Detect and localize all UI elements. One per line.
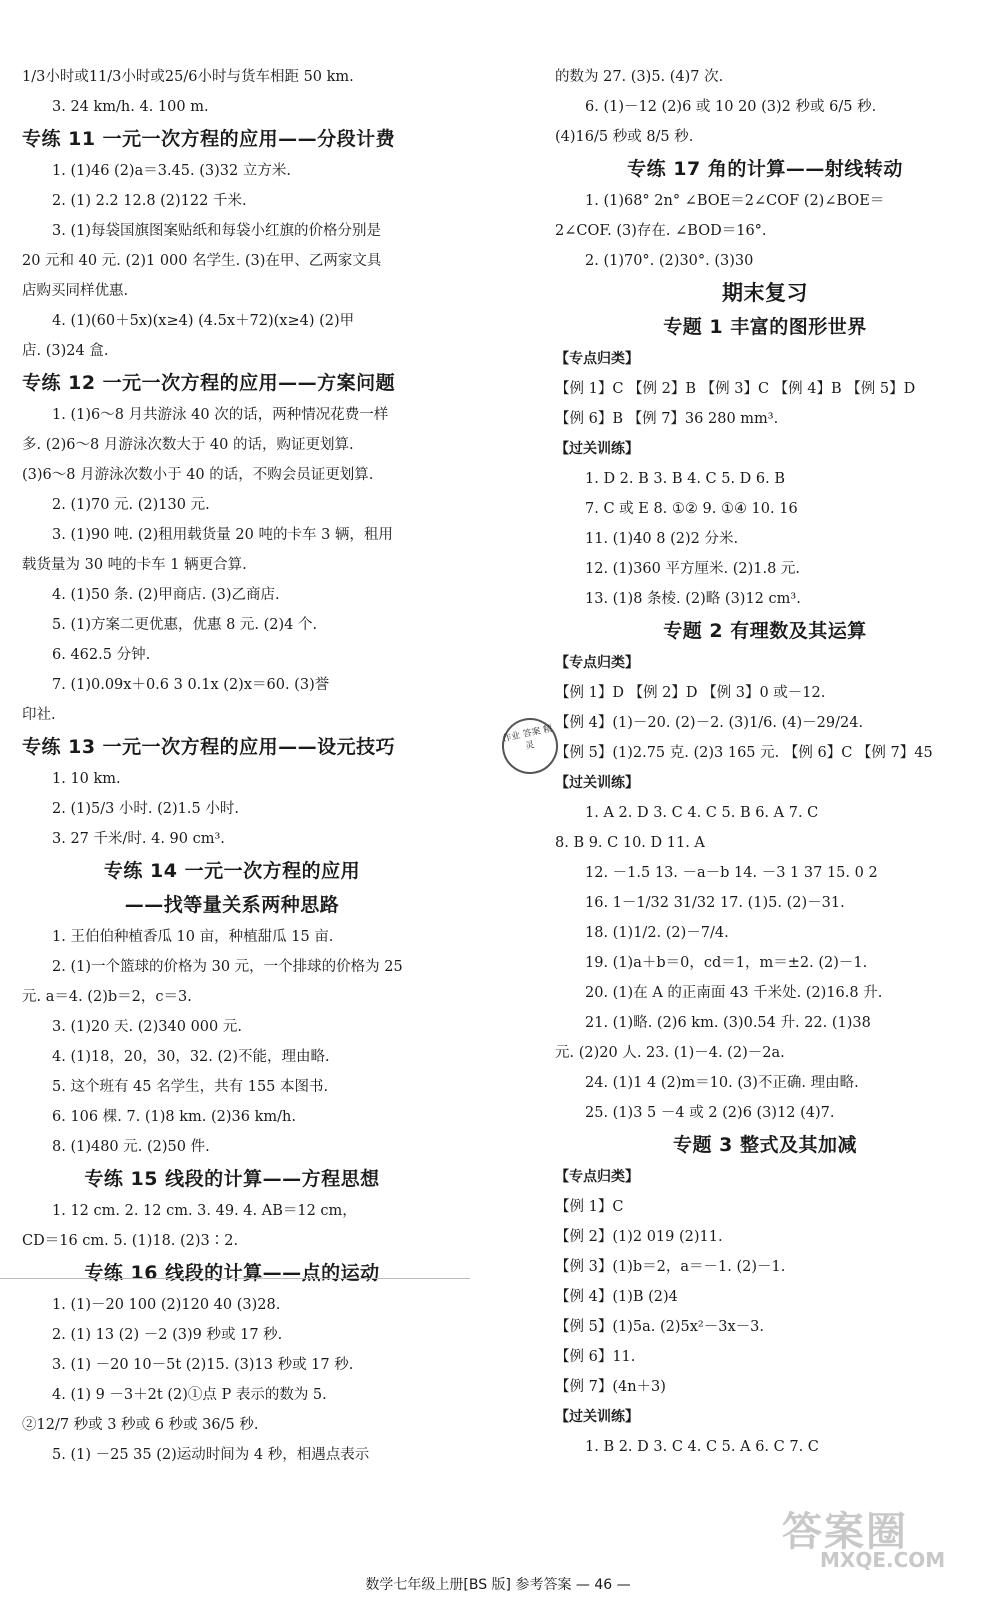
answer-line: 4. (1)(60＋5x)(x≥4) (4.5x＋72)(x≥4) (2)甲 <box>52 313 355 329</box>
answer-line: 3. (1)20 天. (2)340 000 元. <box>52 1019 242 1035</box>
answer-line: 1. B 2. D 3. C 4. C 5. A 6. C 7. C <box>585 1439 819 1455</box>
section-heading: 专练 13 一元一次方程的应用——设元技巧 <box>22 736 396 758</box>
section-heading: 专练 14 一元一次方程的应用 <box>103 860 361 882</box>
answer-line: 4. (1) 9 －3＋2t (2)①点 P 表示的数为 5. <box>52 1387 327 1403</box>
watermark-logo: 答案圈 <box>782 1509 908 1555</box>
answer-line: 1. 王伯伯种植香瓜 10 亩，种植甜瓜 15 亩. <box>52 929 334 945</box>
answer-line: 6. (1)－12 (2)6 或 10 20 (3)2 秒或 6/5 秒. <box>585 99 877 115</box>
answer-line: 【例 6】11. <box>555 1349 636 1365</box>
answer-line: 1. (1)－20 100 (2)120 40 (3)28. <box>52 1297 281 1313</box>
answer-line: 2. (1)一个篮球的价格为 30 元，一个排球的价格为 25 <box>52 959 403 975</box>
answer-line: 7. (1)0.09x＋0.6 3 0.1x (2)x＝60. (3)誉 <box>52 677 330 693</box>
answer-line: 2. (1)70°. (2)30°. (3)30 <box>585 253 754 269</box>
answer-line: 载货量为 30 吨的卡车 1 辆更合算. <box>22 557 247 573</box>
answer-line: 3. 27 千米/时. 4. 90 cm³. <box>52 831 225 847</box>
answer-line: 3. (1) －20 10－5t (2)15. (3)13 秒或 17 秒. <box>52 1357 354 1373</box>
answer-line: 【例 5】(1)2.75 克. (2)3 165 元. 【例 6】C 【例 7】45 <box>555 745 933 761</box>
page-footer: 数学七年级上册[BS 版] 参考答案 — 46 — <box>365 1577 631 1593</box>
answer-line: 20. (1)在 A 的正南面 43 千米处. (2)16.8 升. <box>585 985 883 1001</box>
answer-line: 12. (1)360 平方厘米. (2)1.8 元. <box>585 561 801 577</box>
left-column <box>22 62 442 1470</box>
answer-line: 1. 12 cm. 2. 12 cm. 3. 49. 4. AB＝12 cm， <box>52 1203 357 1219</box>
answer-line: 1. (1)68° 2n° ∠BOE＝2∠COF (2)∠BOE＝ <box>585 193 885 209</box>
answer-line: 【例 5】(1)5a. (2)5x²－3x－3. <box>555 1319 764 1335</box>
category-tag: 【专点归类】 <box>555 655 639 671</box>
section-heading: 专练 11 一元一次方程的应用——分段计费 <box>22 128 396 150</box>
answer-line: (3)6～8 月游泳次数小于 40 的话，不购会员证更划算. <box>22 467 374 483</box>
answer-line: 多. (2)6～8 月游泳次数大于 40 的话，购证更划算. <box>22 437 354 453</box>
category-tag: 【专点归类】 <box>555 1169 639 1185</box>
answer-line: 1/3小时或11/3小时或25/6小时与货车相距 50 km. <box>22 69 354 85</box>
answer-line: (4)16/5 秒或 8/5 秒. <box>555 129 694 145</box>
answer-line: 2. (1) 2.2 12.8 (2)122 千米. <box>52 193 247 209</box>
answer-line: 店购买同样优惠. <box>22 283 129 299</box>
answer-line: 1. A 2. D 3. C 4. C 5. B 6. A 7. C <box>585 805 819 821</box>
answer-line: 6. 106 棵. 7. (1)8 km. (2)36 km/h. <box>52 1109 296 1125</box>
answer-line: 3. 24 km/h. 4. 100 m. <box>52 99 209 115</box>
answer-line: 【例 4】(1)－20. (2)－2. (3)1/6. (4)－29/24. <box>555 715 864 731</box>
answer-line: 1. (1)6～8 月共游泳 40 次的话，两种情况花费一样 <box>52 407 389 423</box>
answer-line: 8. (1)480 元. (2)50 件. <box>52 1139 210 1155</box>
section-heading: ——找等量关系两种思路 <box>124 894 340 916</box>
answer-line: 3. (1)每袋国旗图案贴纸和每袋小红旗的价格分别是 <box>52 223 381 239</box>
answer-line: 印社. <box>22 707 56 723</box>
answer-line: 4. (1)50 条. (2)甲商店. (3)乙商店. <box>52 587 280 603</box>
answer-line: 8. B 9. C 10. D 11. A <box>555 835 705 851</box>
answer-line: 12. －1.5 13. －a－b 14. －3 1 37 15. 0 2 <box>585 865 878 881</box>
answer-line: 【例 1】C <box>555 1199 624 1215</box>
answer-line: CD＝16 cm. 5. (1)18. (2)3∶2. <box>22 1233 239 1249</box>
answer-line: 6. 462.5 分钟. <box>52 647 151 663</box>
answer-line: 5. (1)方案二更优惠，优惠 8 元. (2)4 个. <box>52 617 318 633</box>
chapter-heading: 期末复习 <box>722 281 808 305</box>
answer-line: 【例 2】(1)2 019 (2)11. <box>555 1229 723 1245</box>
answer-line: 2. (1)70 元. (2)130 元. <box>52 497 210 513</box>
section-heading: 专练 12 一元一次方程的应用——方案问题 <box>22 372 396 394</box>
answer-line: 19. (1)a＋b＝0，cd＝1，m＝±2. (2)－1. <box>585 955 868 971</box>
category-tag: 【过关训练】 <box>555 1409 639 1425</box>
answer-line: 【例 7】(4n＋3) <box>555 1379 666 1395</box>
answer-line: 1. D 2. B 3. B 4. C 5. D 6. B <box>585 471 786 487</box>
answer-line: 1. (1)46 (2)a＝3.45. (3)32 立方米. <box>52 163 291 179</box>
watermark-url: MXQE.COM <box>820 1548 946 1572</box>
answer-line: 元. (2)20 人. 23. (1)－4. (2)－2a. <box>555 1045 785 1061</box>
answer-line: 21. (1)略. (2)6 km. (3)0.54 升. 22. (1)38 <box>585 1015 871 1031</box>
answer-line: 【例 6】B 【例 7】36 280 mm³. <box>555 411 779 427</box>
answer-line: 2. (1) 13 (2) －2 (3)9 秒或 17 秒. <box>52 1327 283 1343</box>
divider-line <box>0 1278 470 1279</box>
answer-line: 7. C 或 E 8. ①② 9. ①④ 10. 16 <box>585 501 798 517</box>
answer-line: 5. 这个班有 45 名学生，共有 155 本图书. <box>52 1079 329 1095</box>
answer-line: 1. 10 km. <box>52 771 121 787</box>
right-column <box>555 62 975 1462</box>
answer-line: 【例 1】D 【例 2】D 【例 3】0 或－12. <box>555 685 826 701</box>
category-tag: 【过关训练】 <box>555 441 639 457</box>
section-heading: 专题 2 有理数及其运算 <box>663 620 867 642</box>
answer-line: 11. (1)40 8 (2)2 分米. <box>585 531 739 547</box>
section-heading: 专练 16 线段的计算——点的运动 <box>84 1262 380 1284</box>
section-heading: 专题 3 整式及其加减 <box>673 1134 857 1156</box>
answer-line: 16. 1－1/32 31/32 17. (1)5. (2)－31. <box>585 895 845 911</box>
answer-line: 24. (1)1 4 (2)m＝10. (3)不正确. 理由略. <box>585 1075 859 1091</box>
section-heading: 专练 15 线段的计算——方程思想 <box>84 1168 380 1190</box>
answer-line: 2. (1)5/3 小时. (2)1.5 小时. <box>52 801 239 817</box>
answer-line: 20 元和 40 元. (2)1 000 名学生. (3)在甲、乙两家文具 <box>22 253 382 269</box>
answer-line: 【例 3】(1)b＝2，a＝－1. (2)－1. <box>555 1259 786 1275</box>
answer-line: 【例 4】(1)B (2)4 <box>555 1289 678 1305</box>
category-tag: 【过关训练】 <box>555 775 639 791</box>
answer-line: 2∠COF. (3)存在. ∠BOD＝16°. <box>555 223 767 239</box>
category-tag: 【专点归类】 <box>555 351 639 367</box>
answer-line: 4. (1)18，20，30，32. (2)不能，理由略. <box>52 1049 330 1065</box>
answer-line: 元. a＝4. (2)b＝2，c＝3. <box>22 989 192 1005</box>
stamp-seal: 作业 答案 精灵 <box>497 713 563 779</box>
answer-line: 25. (1)3 5 －4 或 2 (2)6 (3)12 (4)7. <box>585 1105 835 1121</box>
section-heading: 专练 17 角的计算——射线转动 <box>627 158 903 180</box>
answer-line: 【例 1】C 【例 2】B 【例 3】C 【例 4】B 【例 5】D <box>555 381 916 397</box>
answer-line: 3. (1)90 吨. (2)租用载货量 20 吨的卡车 3 辆，租用 <box>52 527 393 543</box>
section-heading: 专题 1 丰富的图形世界 <box>663 316 867 338</box>
answer-line: 店. (3)24 盒. <box>22 343 109 359</box>
answer-line: ②12/7 秒或 3 秒或 6 秒或 36/5 秒. <box>22 1417 259 1433</box>
answer-line: 13. (1)8 条棱. (2)略 (3)12 cm³. <box>585 591 801 607</box>
answer-line: 的数为 27. (3)5. (4)7 次. <box>555 69 724 85</box>
answer-line: 18. (1)1/2. (2)－7/4. <box>585 925 729 941</box>
answer-line: 5. (1) －25 35 (2)运动时间为 4 秒，相遇点表示 <box>52 1447 370 1463</box>
